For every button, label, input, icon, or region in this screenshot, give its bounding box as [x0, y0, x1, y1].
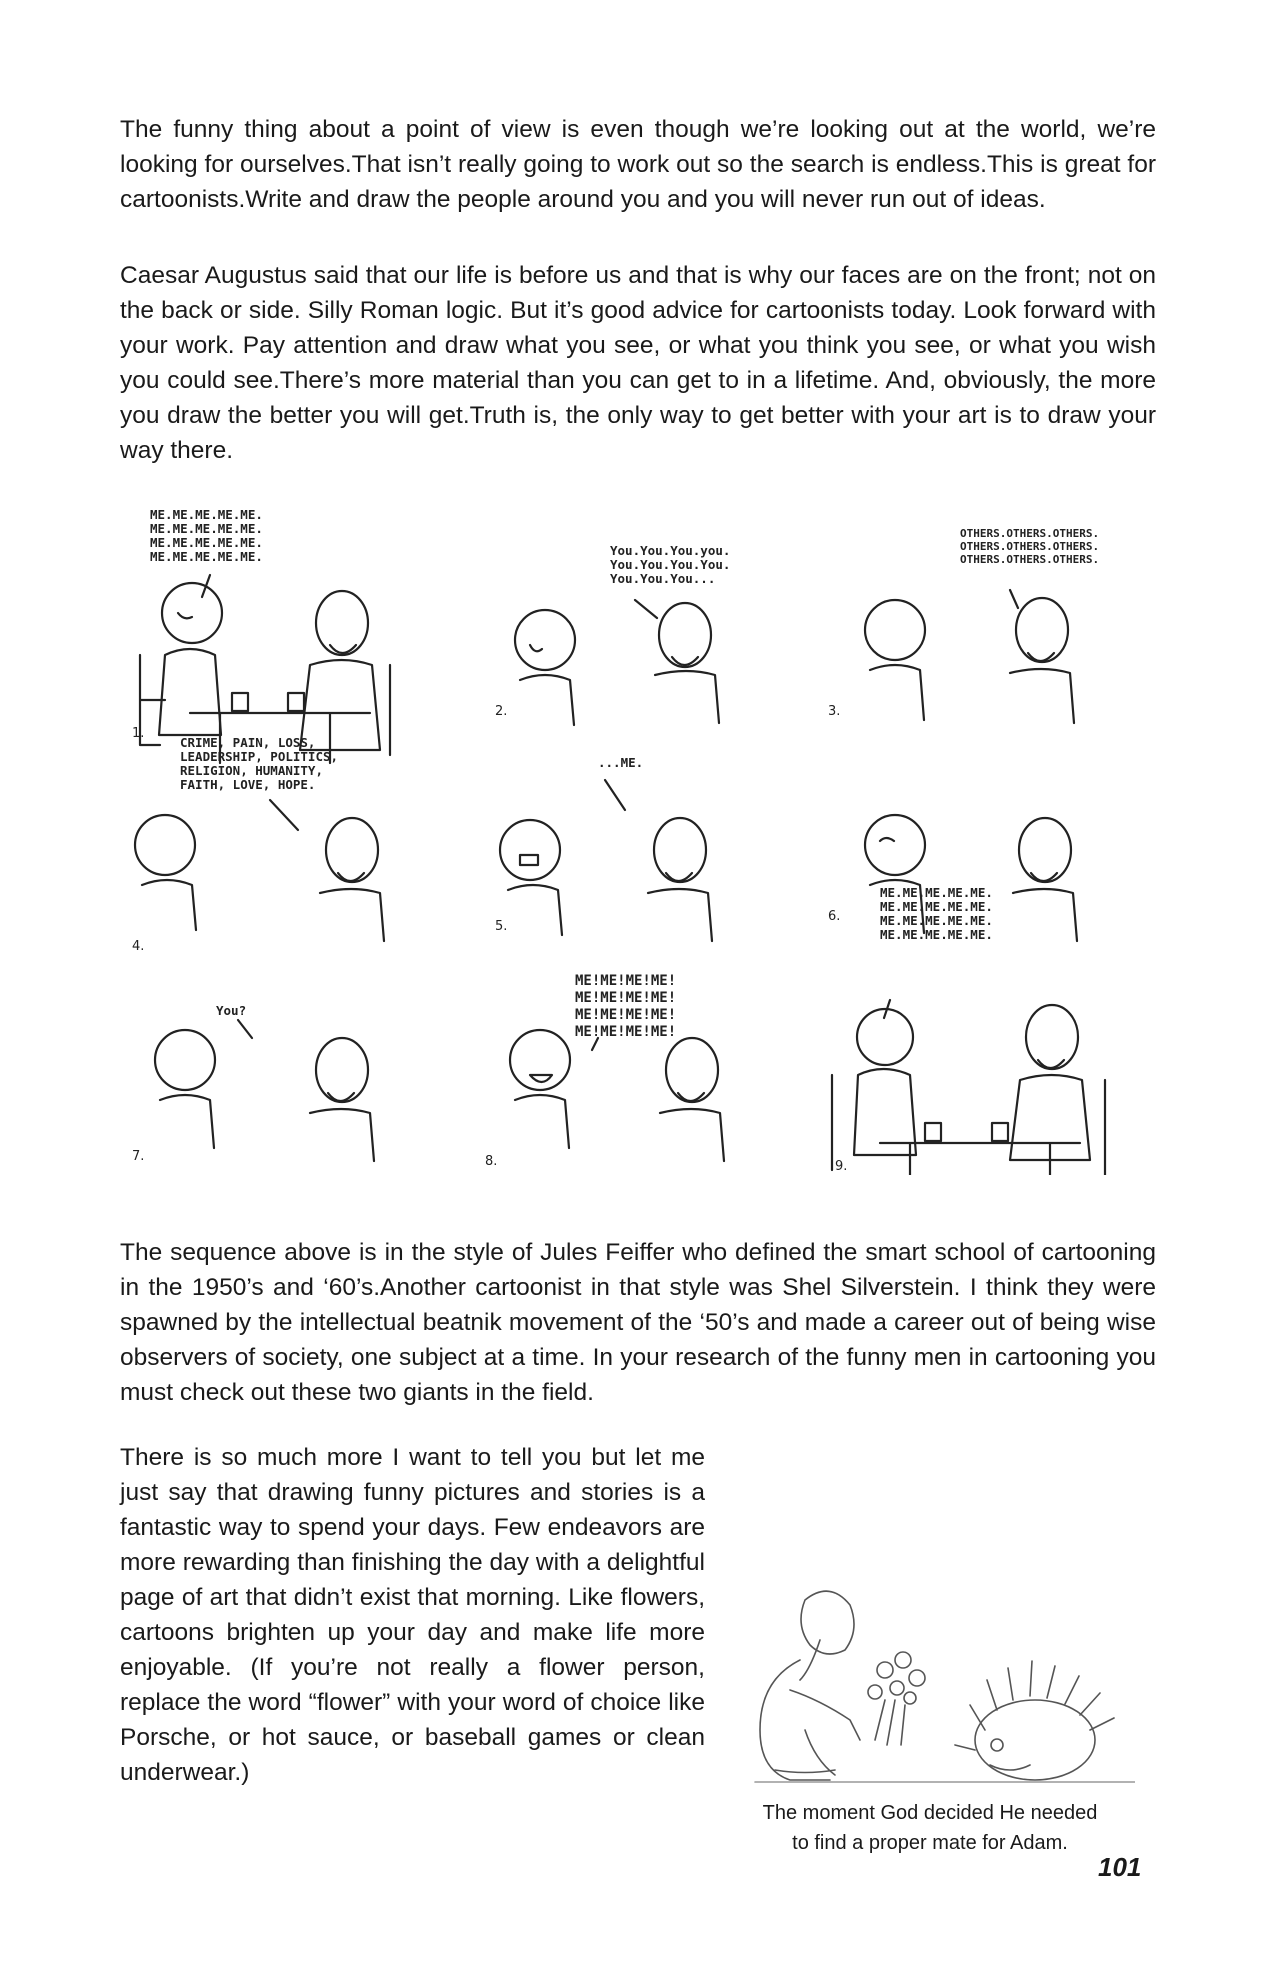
panel-4-number: 4.	[132, 939, 145, 954]
adam-porcupine-illustration	[735, 1570, 1135, 1795]
page-number: 101	[1098, 1852, 1142, 1882]
panel-9	[832, 1000, 1105, 1175]
panel-2	[515, 600, 719, 725]
panel-7	[155, 1020, 374, 1161]
panel-5-speech: ...ME.	[598, 755, 644, 770]
panel-5	[500, 780, 712, 941]
panel-3	[865, 590, 1074, 723]
panel-8	[510, 1030, 724, 1161]
panel-4	[135, 800, 384, 941]
panel-9-speech: ME.ME.ME.ME.ME. ME.ME.ME.ME.ME. ME.ME.ME.ME.ME. ME.ME.ME.ME.ME.	[880, 885, 993, 942]
paragraph-jules-feiffer: The sequence above is in the style of Jules Feiffer who defined the smart school of cartooning in the 1950’s and ‘60’s.Another cartoonist in that style was Shel Silverstein. I think they were spawned by the intellectual beatnik movement of the ‘50’s and made a career out of being wise observers of society, one subject at a time. In your research of the funny men in cartooning you must check out these two giants in the field.	[120, 1239, 1156, 1406]
panel-9-number: 9.	[835, 1159, 848, 1174]
panel-3-speech: OTHERS.OTHERS.OTHERS. OTHERS.OTHERS.OTHERS. OTHERS.OTHERS.OTHERS.	[960, 527, 1100, 566]
panel-8-speech: ME!ME!ME!ME! ME!ME!ME!ME! ME!ME!ME!ME! ME!ME!ME!ME!	[575, 973, 677, 1040]
panel-6-number: 6.	[828, 909, 841, 924]
panel-7-speech: You?	[216, 1003, 247, 1018]
panel-1-speech: ME.ME.ME.ME.ME. ME.ME.ME.ME.ME. ME.ME.ME.ME.ME. ME.ME.ME.ME.ME.	[150, 507, 263, 564]
panel-2-speech: You.You.You.you. You.You.You.You. You.You.You...	[610, 543, 731, 586]
panel-5-number: 5.	[495, 919, 508, 934]
paragraph-caesar-augustus: Caesar Augustus said that our life is before us and that is why our faces are on the front; not on the back or side. Silly Roman logic. But it’s good advice for cartoonists today. Look forward with your work. Pay attention and draw what you see, or what you think you see, or what you wish you could see.There’s more material than you can get to in a lifetime. And, obviously, the more you draw the better you will get.Truth is, the only way to get better with your art is to draw your way there.	[120, 262, 1156, 464]
panel-7-number: 7.	[132, 1149, 145, 1164]
panel-1-number: 1.	[132, 726, 145, 741]
paragraph-funny-pictures: There is so much more I want to tell you but let me just say that drawing funny pictures and stories is a fantastic way to spend your days. Few endeavors are more rewarding than finishing the day with a delightful page of art that didn’t exist that morning. Like flowers, cartoons brighten up your day and make life more enjoyable. (If you’re not really a flower person, replace the word “flower” with your word of choice like Porsche, or hot sauce, or baseball games or clean underwear.)	[120, 1444, 705, 1786]
paragraph-point-of-view: The funny thing about a point of view is even though we’re looking out at the world, we’re looking for ourselves.That isn’t really going to work out so the search is endless.This is great for cartoonists.Write and draw the people around you and you will never run out of ideas.	[120, 116, 1156, 213]
comic-strip	[120, 505, 1160, 1175]
panel-3-number: 3.	[828, 704, 841, 719]
panel-2-number: 2.	[495, 704, 508, 719]
caption-line-2: to find a proper mate for Adam.	[792, 1832, 1068, 1854]
caption-line-1: The moment God decided He needed	[762, 1802, 1098, 1824]
panel-8-number: 8.	[485, 1154, 498, 1169]
panel-4-speech: CRIME, PAIN, LOSS, LEADERSHIP, POLITICS, RELIGION, HUMANITY, FAITH, LOVE, HOPE.	[180, 735, 339, 792]
